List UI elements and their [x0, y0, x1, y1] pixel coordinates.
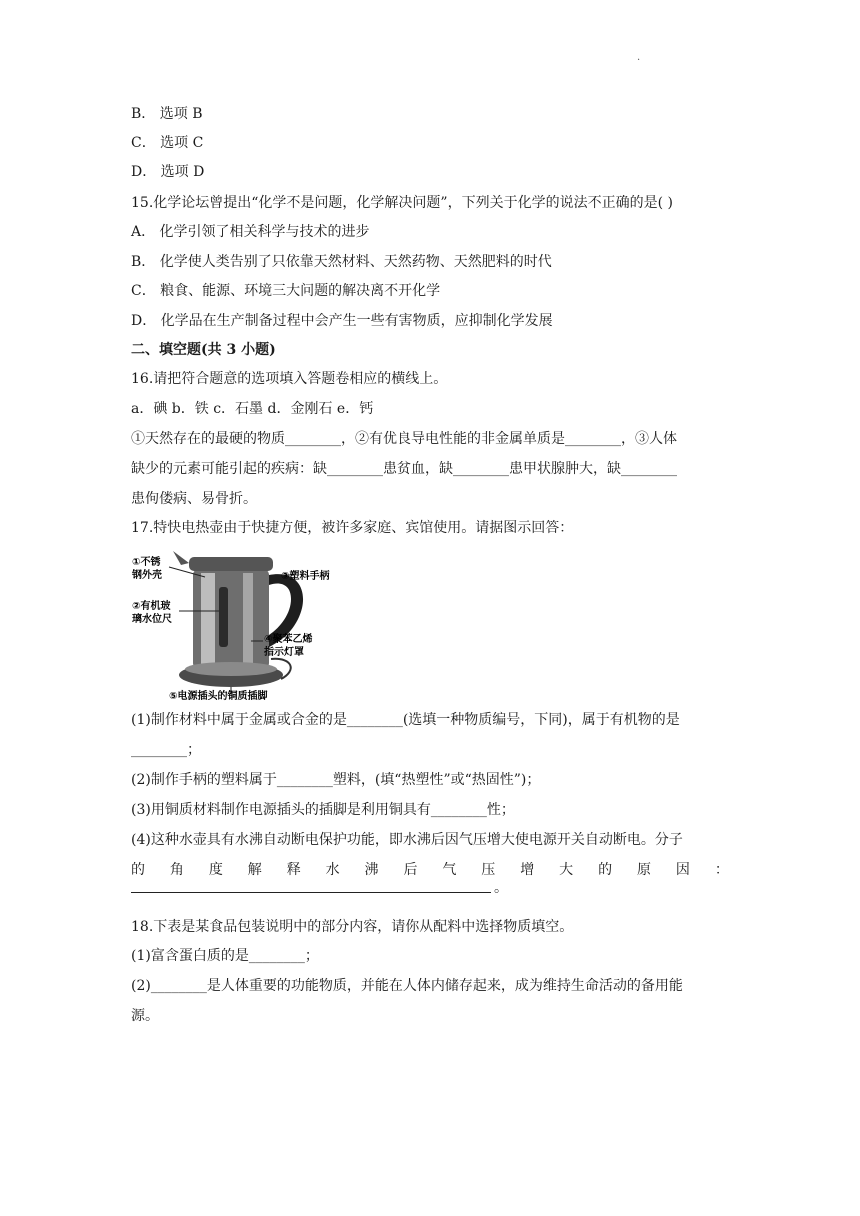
kettle-lid: [189, 557, 273, 571]
q17-part4-end: 。: [494, 880, 508, 896]
q16-line-3: 患佝偻病、易骨折。: [131, 491, 257, 507]
q14-option-d: D． 选项 D: [131, 164, 205, 180]
char: 角: [169, 862, 184, 878]
q15-option-a: A． 化学引领了相关科学与技术的进步: [131, 224, 370, 240]
q17-part3: (3)用铜质材料制作电源插头的插脚是利用铜具有________性；: [131, 802, 515, 818]
char: 释: [286, 862, 301, 878]
char: ：: [714, 862, 729, 878]
char: 压: [481, 862, 496, 878]
char: 沸: [364, 862, 379, 878]
char: 度: [208, 862, 223, 878]
answer-blank-line: [131, 892, 491, 893]
char: 解: [247, 862, 262, 878]
q17-part2: (2)制作手柄的塑料属于________塑料，(填“热塑性”或“热固性”)；: [131, 772, 541, 788]
char: 气: [442, 862, 457, 878]
q15-option-d: D． 化学品在生产制备过程中会产生一些有害物质，应抑制化学发展: [131, 313, 553, 329]
q18-part2-line2: 源。: [131, 1008, 159, 1024]
water-gauge: [219, 587, 228, 647]
fig-label-4a: ④聚苯乙烯: [264, 634, 313, 645]
q14-option-c: C． 选项 C: [131, 135, 204, 151]
section-title: 二、填空题(共 3 小题): [131, 342, 276, 358]
fig-label-1a: ①不锈: [132, 557, 161, 568]
fig-label-1b: 钢外壳: [132, 570, 162, 581]
q15-stem: 15.化学论坛曾提出“化学不是问题，化学解决问题”，下列关于化学的说法不正确的是( ): [131, 195, 673, 211]
q17-part1-line2: ________；: [131, 742, 201, 758]
char: 的: [598, 862, 613, 878]
q17-part4-line1: (4)这种水壶具有水沸自动断电保护功能，即水沸后因气压增大使电源开关自动断电。分子: [131, 832, 683, 848]
fig-label-2a: ②有机玻: [132, 601, 171, 612]
char: 水: [325, 862, 340, 878]
fig-label-5: ⑤电源插头的铜质插脚: [169, 691, 268, 701]
q16-line-2: 缺少的元素可能引起的疾病：缺________患贫血，缺________患甲状腺肿大，缺________: [131, 461, 677, 477]
q15-option-c: C． 粮食、能源、环境三大问题的解决离不开化学: [131, 283, 441, 299]
fig-label-3: ③塑料手柄: [281, 571, 330, 582]
fig-label-4b: 指示灯罩: [264, 647, 304, 658]
q18-stem: 18.下表是某食品包装说明中的部分内容，请你从配料中选择物质填空。: [131, 919, 574, 935]
char: 大: [559, 862, 574, 878]
char: 因: [675, 862, 690, 878]
q18-part1: (1)富含蛋白质的是________；: [131, 948, 319, 964]
q14-option-b: B． 选项 B: [131, 106, 203, 122]
char: 后: [403, 862, 418, 878]
page-mark: .: [637, 52, 641, 63]
char: 增: [520, 862, 535, 878]
q16-stem: 16.请把符合题意的选项填入答题卷相应的横线上。: [131, 371, 448, 387]
kettle-figure: [131, 547, 331, 701]
q17-part4-line2: [131, 860, 729, 880]
q18-part2-line1: (2)________是人体重要的功能物质，并能在人体内储存起来，成为维持生命活动的备用能: [131, 978, 683, 994]
q16-line-1: ①天然存在的最硬的物质________，②有优良导电性能的非金属单质是________，③人体: [131, 431, 677, 447]
q16-choices: a．碘 b．铁 c．石墨 d．金刚石 e．钙: [131, 401, 374, 417]
q17-stem: 17.特快电热壶由于快捷方便，被许多家庭、宾馆使用。请据图示回答：: [131, 520, 574, 536]
q17-part1-line1: (1)制作材料中属于金属或合金的是________(选填一种物质编号，下同)，属于有机物的是: [131, 712, 680, 728]
char: 原: [636, 862, 651, 878]
char: 的: [131, 862, 145, 878]
q15-option-b: B． 化学使人类告别了只依靠天然材料、天然药物、天然肥料的时代: [131, 254, 552, 270]
fig-label-2b: 璃水位尺: [132, 614, 172, 625]
